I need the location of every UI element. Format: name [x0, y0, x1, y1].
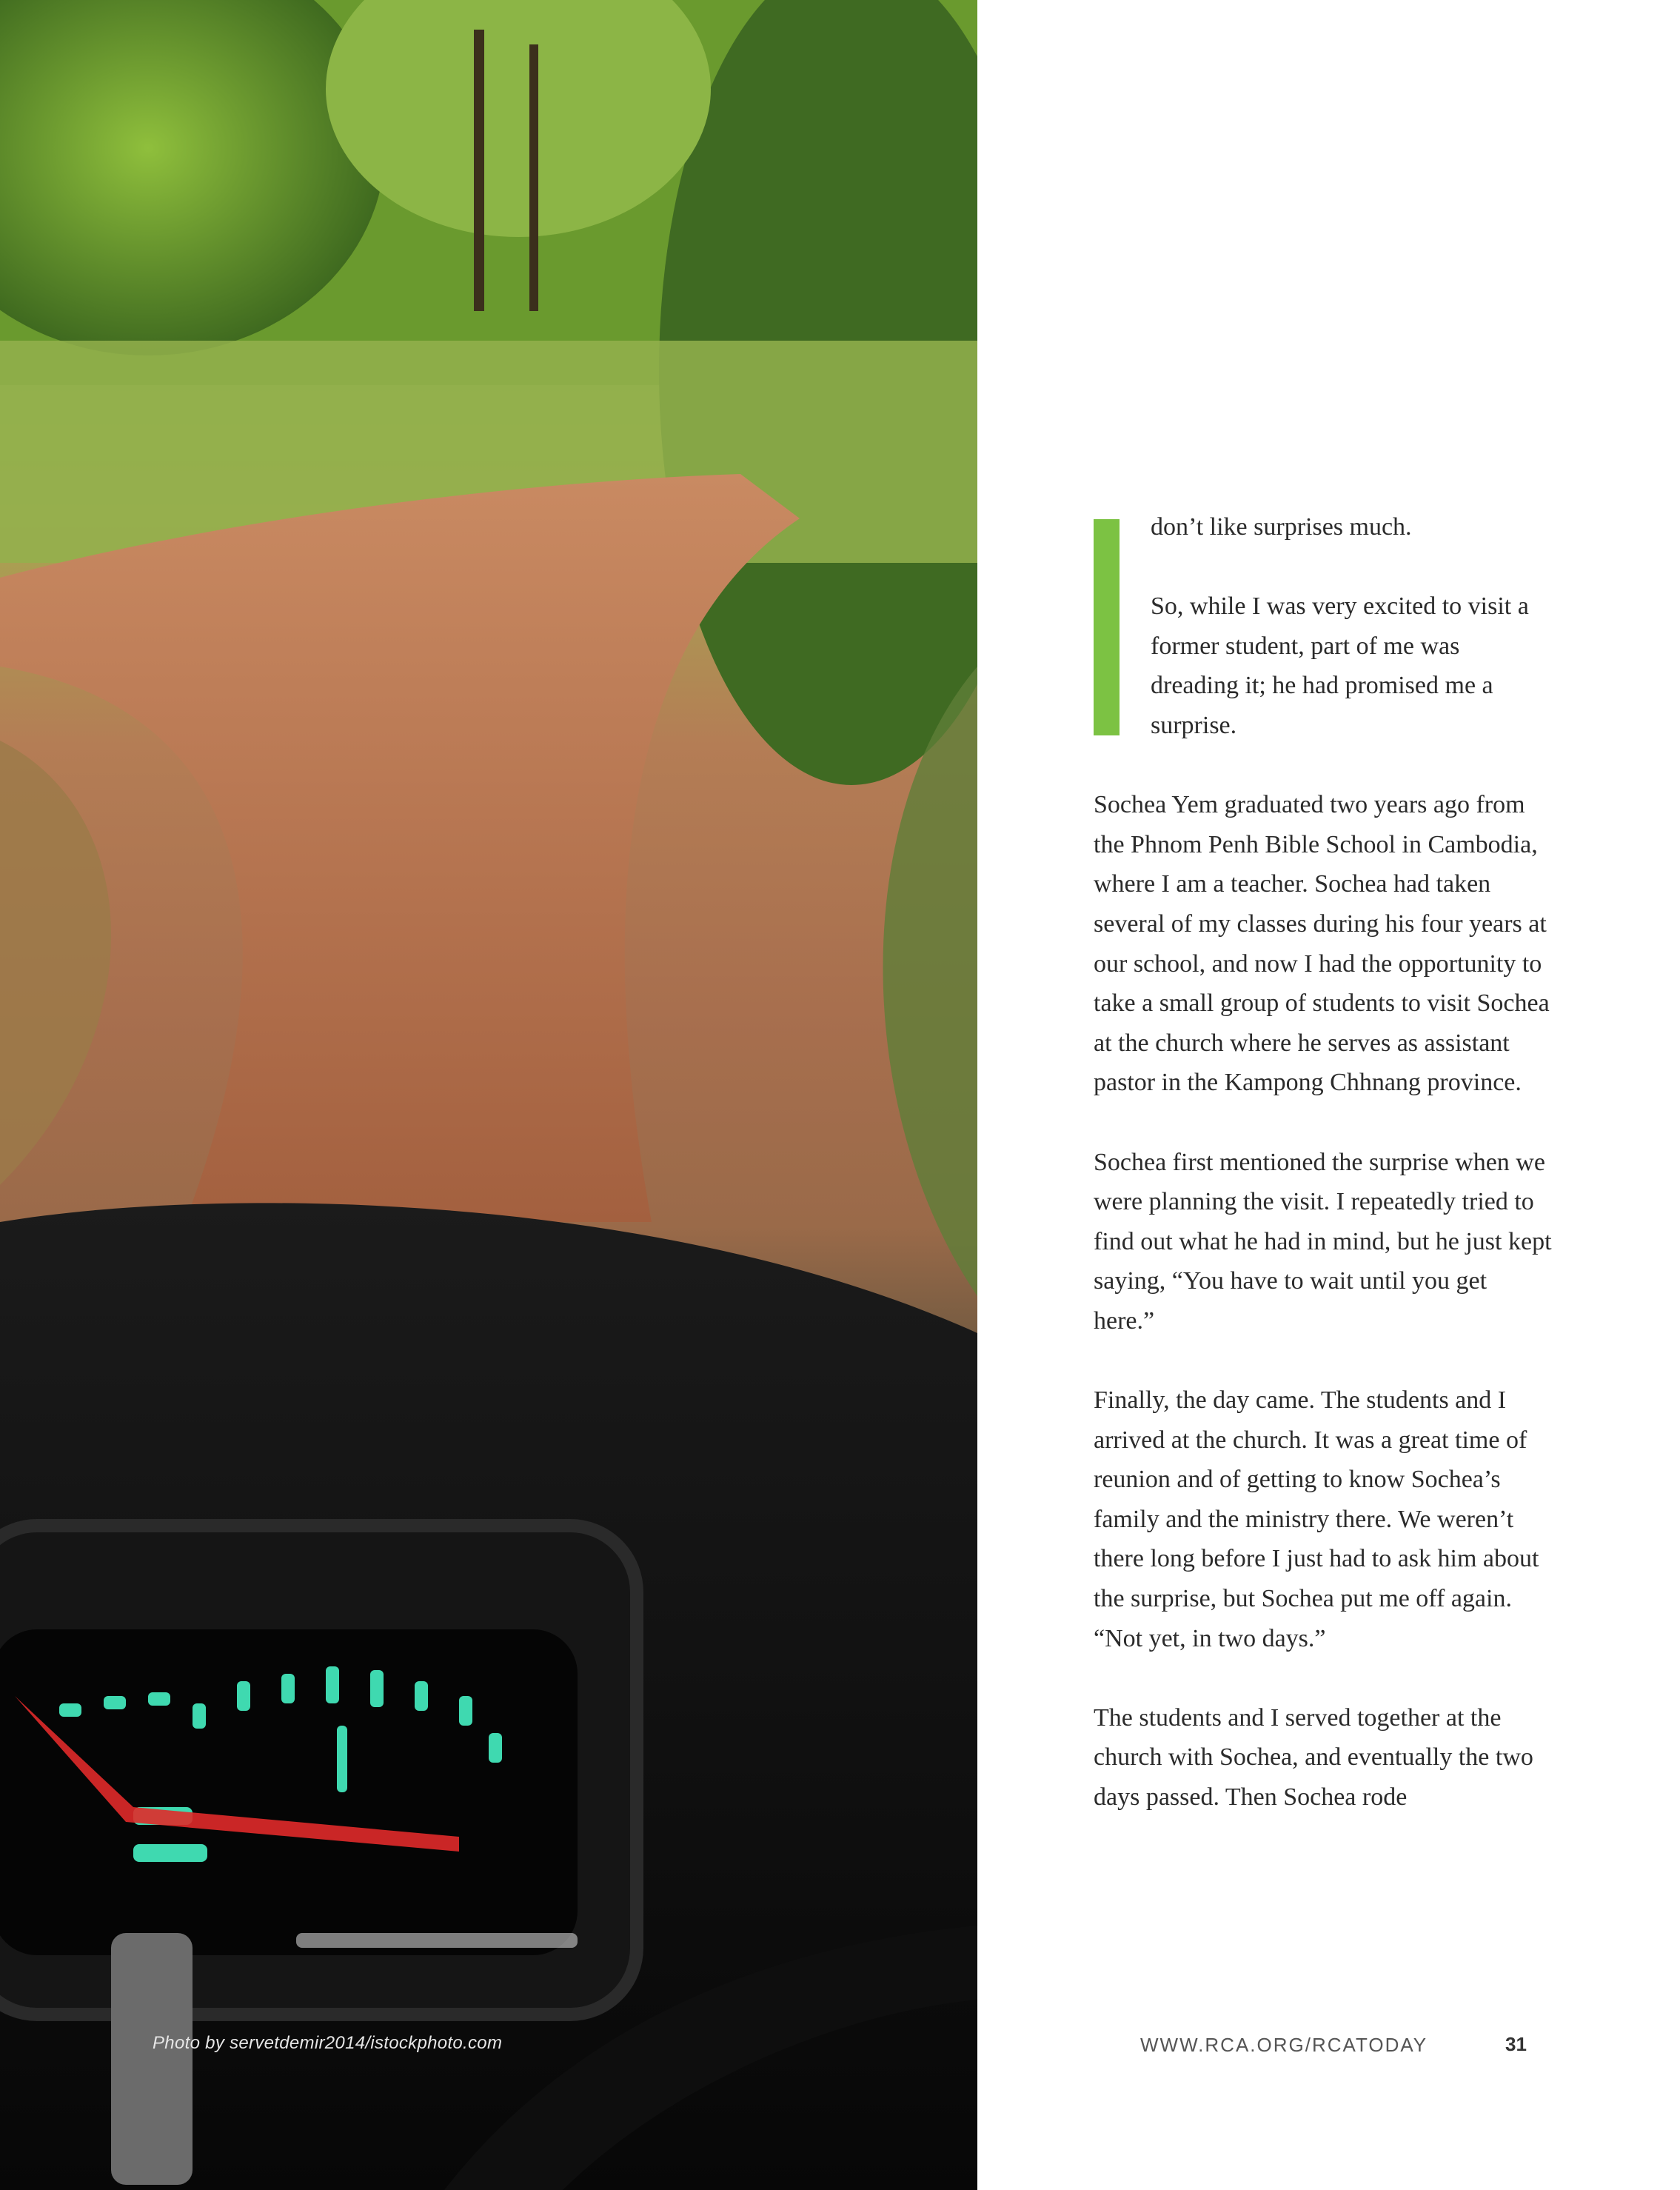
body-paragraph: Sochea first mentioned the surprise when we were planning the visit. I repeatedly tried to find out what he had in mind, but he just kept saying, “You have to wait until you get here.” [1094, 1148, 1552, 1335]
footer-url[interactable]: WWW.RCA.ORG/RCATODAY [1140, 2034, 1428, 2056]
body-paragraph: Finally, the day came. The students and I arrived at the church. It was a great time of reunion and of getting to know Sochea’s family and the ministry there. We weren’t there long before I just had to ask him about the surprise, but Sochea put me off again. “Not yet, in two days.” [1094, 1386, 1539, 1652]
tree-trunk [474, 30, 484, 311]
grass-patch [0, 741, 111, 1185]
handlebar-stem [111, 1933, 193, 2185]
gauge-glare [296, 1933, 578, 1948]
lead-paragraph: So, while I was very excited to visit a former student, part of me was dreading it; he had promised me a surprise. [1151, 592, 1529, 739]
lead-section [1094, 507, 1553, 746]
tree-trunk [529, 44, 538, 311]
body-paragraph: The students and I served together at the church with Sochea, and eventually the two days passed. Then Sochea rode [1094, 1703, 1533, 1811]
page-number: 31 [1505, 2033, 1527, 2055]
lead-paragraph: don’t like surprises much. [1151, 513, 1412, 541]
dirt-trail [0, 474, 800, 1222]
article-body [1094, 507, 1553, 1857]
body-paragraph: Sochea Yem graduated two years ago from the Phnom Penh Bible School in Cambodia, where I am a teacher. Sochea had taken several of my classes during his four years at our school, and now I had the opportunity to take a small group of students to visit Sochea at the church where he serves as assistant pastor in the Kampong Chhnang province. [1094, 791, 1550, 1097]
photo-credit: Photo by servetdemir2014/istockphoto.com [153, 2033, 503, 2053]
